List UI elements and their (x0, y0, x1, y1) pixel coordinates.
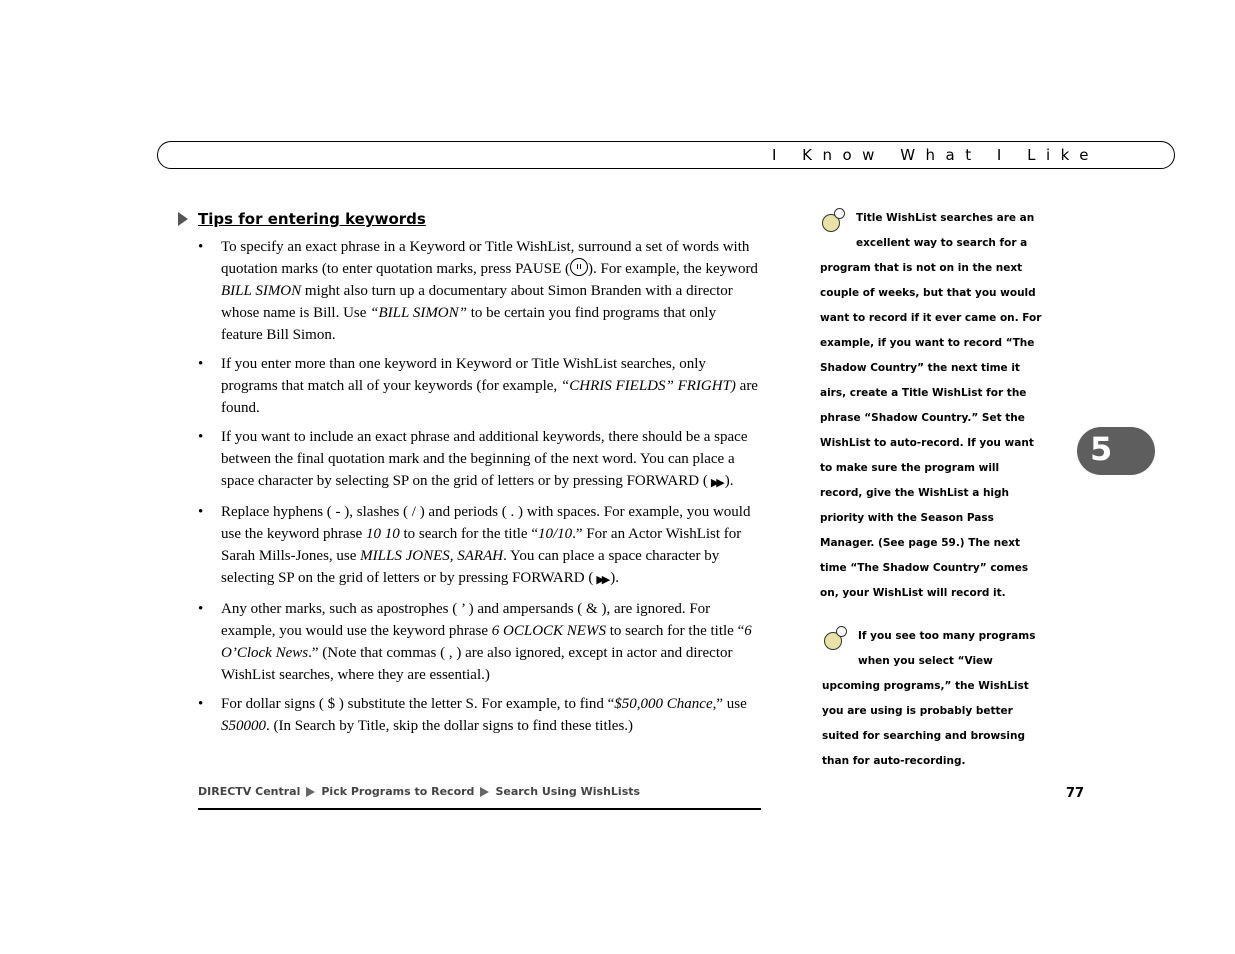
sidenote-too-many-programs (822, 624, 1044, 774)
italic-term: “BILL SIMON” (370, 305, 467, 321)
breadcrumb-arrow-icon (306, 787, 315, 797)
tip-text-run: Any other marks, such as apostrophes ( ’ ) and ampersands ( & ), are ignored. For example, you would use the keyword phrase (221, 601, 711, 639)
tip-text (221, 601, 752, 683)
bullet-icon: • (198, 429, 204, 445)
tip-text-run: . (In Search by Title, skip the dollar signs to find these titles.) (266, 718, 634, 734)
tip-item (198, 693, 760, 737)
tip-text-run: are found. (221, 378, 758, 416)
page-number: 77 (1066, 786, 1085, 801)
tip-note-icon (820, 208, 852, 234)
italic-term: BILL SIMON (221, 283, 302, 299)
breadcrumb-item[interactable]: DIRECTV Central (198, 785, 301, 798)
bullet-icon: • (198, 356, 204, 372)
italic-term: 6 O’Clock News (221, 623, 752, 661)
bullet-icon: • (198, 239, 204, 255)
italic-term: MILLS JONES, SARAH (360, 548, 504, 564)
tip-text (221, 504, 750, 586)
tip-item (198, 598, 760, 686)
tip-item (198, 236, 760, 346)
tip-text (221, 696, 747, 734)
sidenote-title-wishlist (820, 206, 1045, 606)
italic-term: 10/10 (538, 526, 573, 542)
tip-text-run: ). (610, 570, 619, 586)
section-heading (178, 210, 426, 228)
tip-text-run: If you want to include an exact phrase and additional keywords, there should be a space between the final quotation mark and the beginning of the next word. You can place a space character by selecting SP on the grid of letters or by pressing FORWARD ( (221, 429, 748, 489)
tip-text-run: To specify an exact phrase in a Keyword or Title WishList, surround a set of words with quotation marks (to enter quotation marks, press PAUSE ( (221, 239, 750, 277)
tip-item (198, 501, 760, 591)
breadcrumb-arrow-icon (480, 787, 489, 797)
tip-text-run: ” use (716, 696, 747, 712)
tips-list (198, 236, 760, 744)
tip-text-run: Replace hyphens ( - ), slashes ( / ) and periods ( . ) with spaces. For example, you would use the keyword phrase (221, 504, 751, 542)
tip-text-run: For dollar signs ( $ ) substitute the letter S. For example, to find “ (221, 696, 615, 712)
breadcrumb-item[interactable]: Pick Programs to Record (321, 785, 475, 798)
fast-forward-icon: ▶▶ (596, 574, 608, 586)
tip-text-run: ). (724, 473, 734, 489)
italic-term: 10 10 (365, 526, 400, 542)
sidenote-text: Title WishList searches are an excellent way to search for a program that is not on in the next couple of weeks, but that you would want to record if it ever came on. For example, if you want to record “The Shadow Country” the next time it airs, create a Title WishList for the phrase “Shadow Country.” Set the WishList to auto-record. If you want to make sure the program will record, give the WishList a high priority with the Season Pass Manager. (See page 59.) The next time “The Shadow Country” comes on, your WishList will record it. (820, 212, 1042, 599)
tip-text-run: ). For example, the keyword (587, 261, 758, 277)
bullet-icon: • (198, 696, 204, 712)
bullet-icon: • (198, 504, 204, 520)
tip-item (198, 353, 760, 419)
sidenote-text: If you see too many programs when you select “View upcoming programs,” the WishList you are using is probably better suited for searching and browsing than for auto-recording. (822, 630, 1036, 767)
tip-item (198, 426, 760, 494)
tip-text-run: If you enter more than one keyword in Keyword or Title WishList searches, only programs that match all of your keywords (for example, (221, 356, 706, 394)
breadcrumb-item[interactable]: Search Using WishLists (495, 785, 641, 798)
tip-text (221, 239, 758, 343)
tip-note-icon (822, 626, 854, 652)
tip-text-run: to be certain you find programs that only feature Bill Simon. (221, 305, 717, 343)
chapter-number: 5 (1090, 430, 1113, 468)
footer-divider (198, 808, 761, 810)
tip-text (221, 356, 758, 416)
tip-text-run: to search for the title “ (605, 623, 745, 639)
tip-text (221, 429, 748, 489)
tip-text-run: .” For an Actor WishList for Sarah Mills-Jones, use (221, 526, 742, 564)
tip-text-run: .” (Note that commas ( , ) are also ignored, except in actor and director WishList searches, where they are essential.) (221, 645, 733, 683)
chapter-title: I Know What I Like (771, 146, 1099, 164)
pause-icon (570, 258, 588, 276)
triangle-bullet-icon (178, 212, 188, 226)
chapter-tab (1077, 427, 1155, 475)
italic-term: 6 OCLOCK NEWS (491, 623, 606, 639)
italic-term: $50,000 Chance, (614, 696, 717, 712)
tip-text-run: . You can place a space character by selecting SP on the grid of letters or by pressing FORWARD ( (221, 548, 720, 586)
tip-text-run: might also turn up a documentary about Simon Branden with a director whose name is Bill. Use (221, 283, 733, 321)
italic-term: “CHRIS FIELDS” FRIGHT) (560, 378, 736, 394)
bullet-icon: • (198, 601, 204, 617)
section-heading-text: Tips for entering keywords (198, 210, 426, 228)
fast-forward-icon: ▶▶ (710, 477, 722, 489)
breadcrumb (198, 785, 640, 798)
italic-term: S50000 (221, 718, 266, 734)
tip-text-run: to search for the title “ (399, 526, 538, 542)
